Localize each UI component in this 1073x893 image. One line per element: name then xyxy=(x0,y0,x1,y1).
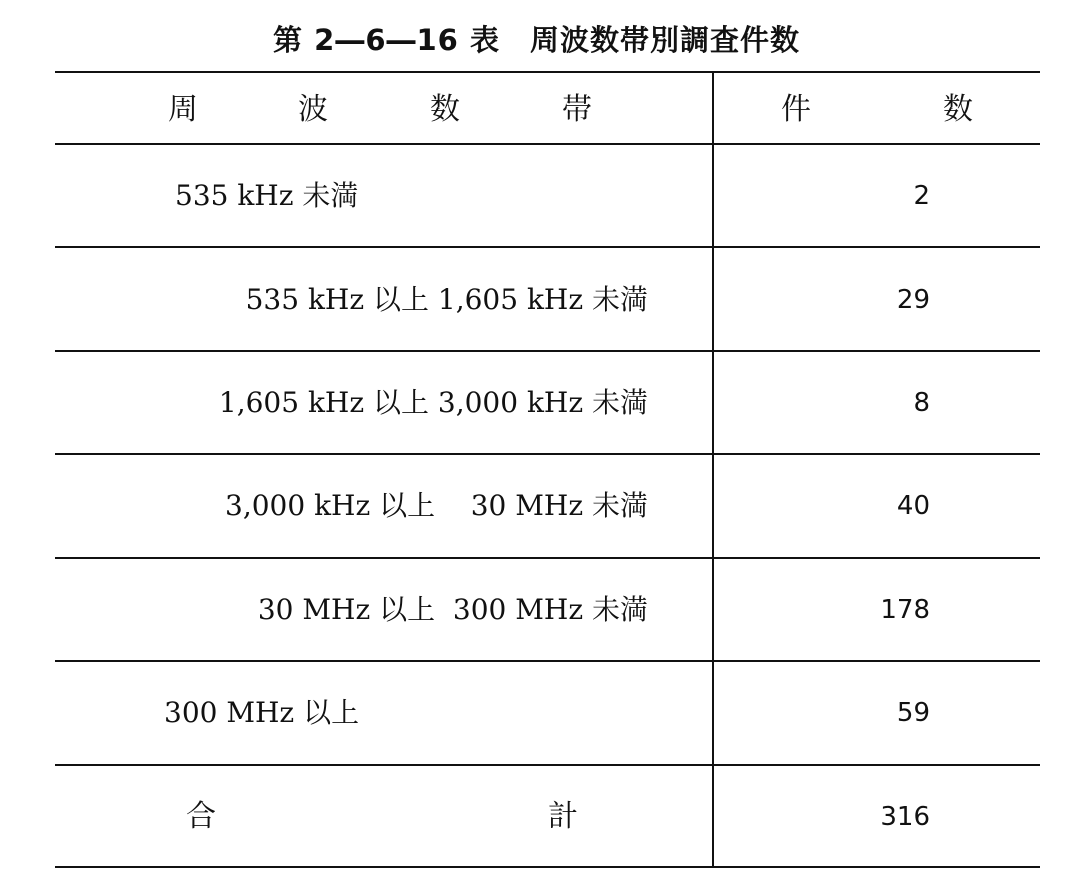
count-cell: 29 xyxy=(896,285,930,315)
column-divider xyxy=(712,72,714,867)
rule-top xyxy=(55,71,1040,73)
total-count-cell: 316 xyxy=(880,802,930,832)
frequency-band-cell: 535 kHz 未満 xyxy=(175,179,359,212)
count-cell: 8 xyxy=(913,388,930,418)
frequency-band-cell: 1,605 kHz 以上 3,000 kHz 未満 xyxy=(218,386,648,419)
rule-row-3 xyxy=(55,453,1040,455)
header-band-char-2: 波 xyxy=(298,92,328,127)
header-band-char-3: 数 xyxy=(430,92,460,127)
count-cell: 40 xyxy=(896,491,930,521)
frequency-band-cell: 300 MHz 以上 xyxy=(164,696,360,729)
header-band-char-4: 帯 xyxy=(562,92,592,127)
header-count-char-1: 件 xyxy=(781,92,811,127)
frequency-band-cell: 535 kHz 以上 1,605 kHz 未満 xyxy=(245,283,648,316)
count-cell: 2 xyxy=(913,181,930,211)
rule-row-2 xyxy=(55,350,1040,352)
rule-bottom xyxy=(55,866,1040,868)
table-title: 第 2―6―16 表 周波数帯別調査件数 xyxy=(273,23,800,57)
header-count-char-2: 数 xyxy=(943,92,973,127)
count-cell: 59 xyxy=(896,698,930,728)
header-band-char-1: 周 xyxy=(168,92,198,127)
rule-row-4 xyxy=(55,557,1040,559)
frequency-band-cell: 30 MHz 以上 300 MHz 未満 xyxy=(257,593,648,626)
rule-row-6 xyxy=(55,764,1040,766)
total-label-char-2: 計 xyxy=(548,799,578,834)
frequency-band-cell: 3,000 kHz 以上 30 MHz 未満 xyxy=(225,489,648,522)
rule-row-1 xyxy=(55,246,1040,248)
rule-row-5 xyxy=(55,660,1040,662)
rule-header-bottom xyxy=(55,143,1040,145)
count-cell: 178 xyxy=(880,595,930,625)
total-label-char-1: 合 xyxy=(186,799,216,834)
